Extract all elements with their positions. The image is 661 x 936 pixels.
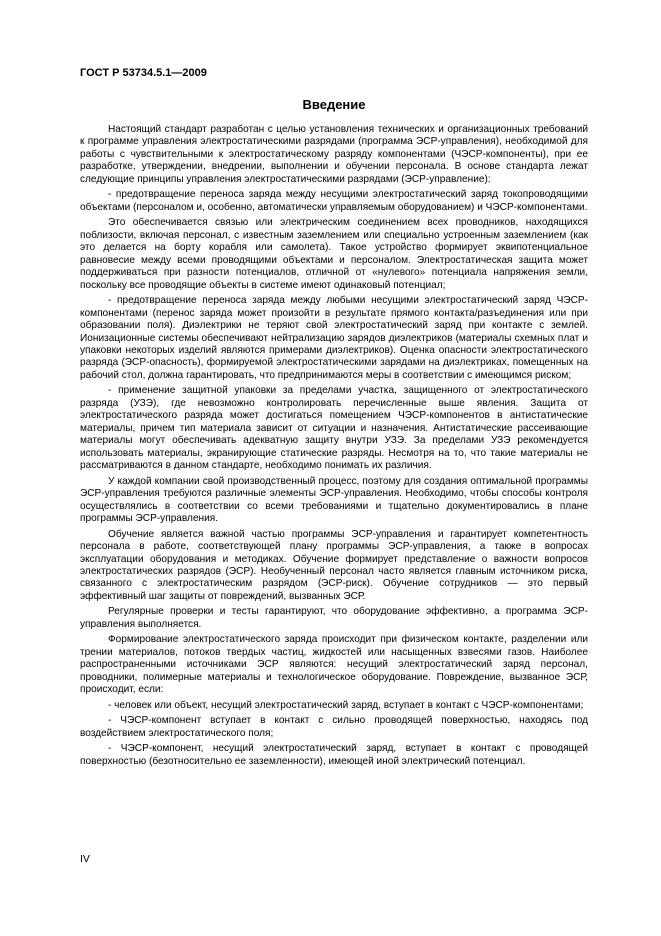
paragraph: Это обеспечивается связью или электрическим соединением всех проводников, находящихся поблизости, включая персонал, с известным заземлением или специально устроенным заземлением (как это делается на борту корабля или самолета). Такое устройство формирует эквипотенциальное равновесие между всеми проводящими объектами и персоналом. Электростатическая защита может поддерживаться при разности потенциалов, отличной от «нулевого» потенциала напряжения земли, поскольку все проводящие объекты в системе имеют одинаковый потенциал;: [80, 217, 588, 291]
document-body: [80, 124, 588, 771]
list-item: - предотвращение переноса заряда между несущими электростатический заряд токопроводящими объектами (персоналом и, особенно, автоматически управляемым оборудованием) и ЧЭСР-компонентами.: [80, 189, 588, 213]
standard-number: ГОСТ Р 53734.5.1—2009: [80, 67, 207, 79]
paragraph: Формирование электростатического заряда происходит при физическом контакте, разделении или трении материалов, потоков твердых частиц, жидкостей или насыщенных взвесями газов. Наиболее распространенными источниками ЭСР являются: несущий электростатический заряд персонал, проводники, полимерные материалы и технологическое оборудование. Повреждение, вызванное ЭСР, происходит, если:: [80, 634, 588, 696]
list-item: - человек или объект, несущий электростатический заряд, вступает в контакт с ЧЭСР-компонентами;: [108, 699, 584, 711]
paragraph: Настоящий стандарт разработан с целью установления технических и организационных требований к программе управления электростатическими разрядами (программа ЭСР-управления), необходимой для работы с чувствительными к электростатическому разряду компонентами (ЧЭСР-компоненты), при ее разработке, утверждении, внедрении, выполнении и обучении персонала. В основе стандарта лежат следующие принципы управления электростатическими разрядами (ЭСР-управление):: [80, 124, 588, 185]
list-item: - применение защитной упаковки за пределами участка, защищенного от электростатического разряда (УЗЭ), где невозможно контролировать перечисленные выше явления. Защита от электростатического разряда может достигаться помещением ЧЭСР-компонентов в антистатические материалы, причем тип материала зависит от ситуации и назначения. Антистатические рассеивающие материалы могут обеспечивать адекватную защиту внутри УЗЭ. За пределами УЗЭ рекомендуется использовать материалы, экранирующие статические разряды. Несмотря на то, что такие материалы не рассматриваются в данном стандарте, необходимо понимать их различия.: [80, 385, 588, 472]
list-item: - предотвращение переноса заряда между любыми несущими электростатический заряд ЧЭСР-компонентами (перенос заряда может произойти в результате прямого контакта/разъединения или при образовании поля). Диэлектрики не теряют свой электростатический заряд при контакте с землей. Ионизационные системы обеспечивают нейтрализацию зарядов диэлектриков (материалы схемных плат и упаковки некоторых изделий являются примерами диэлектриков). Оценка опасности электростатического разряда (ЭСР-опасность), формируемой электростатическими зарядами на диэлектриках, помещенных на рабочий стол, должна гарантировать, что предпринимаются меры в соответствии с имеющимся риском;: [80, 295, 588, 381]
paragraph: Обучение является важной частью программы ЭСР-управления и гарантирует компетентность персонала в работе, соответствующей плану программы ЭСР-управления, а также в вопросах эксплуатации оборудования и методиках. Обучение формирует представление о важности вопросов электростатических разрядов (ЭСР). Необученный персонал часто является главным источником риска, связанного с электростатическим разрядом (ЭСР-риск). Обучение сотрудников — это первый эффективный шаг защиты от повреждений, вызванных ЭСР.: [80, 528, 588, 602]
section-title: Введение: [302, 97, 366, 112]
page-number: IV: [80, 853, 90, 865]
paragraph: Регулярные проверки и тесты гарантируют, что оборудование эффективно, а программа ЭСР-управления выполняется.: [80, 606, 588, 630]
list-item: - ЧЭСР-компонент, несущий электростатический заряд, вступает в контакт с проводящей поверхностью (безотносительно ее заземленности), имеющей иной электрический потенциал.: [80, 743, 588, 767]
list-item: - ЧЭСР-компонент вступает в контакт с сильно проводящей поверхностью, находясь под воздействием электростатического поля;: [80, 715, 588, 739]
paragraph: У каждой компании свой производственный процесс, поэтому для создания оптимальной программы ЭСР-управления требуются различные элементы ЭСР-управления. Необходимо, чтобы способы контроля осуществлялись в соответствии со всеми требованиями и тщательно документировались в плане программы ЭСР-управления.: [80, 475, 588, 525]
